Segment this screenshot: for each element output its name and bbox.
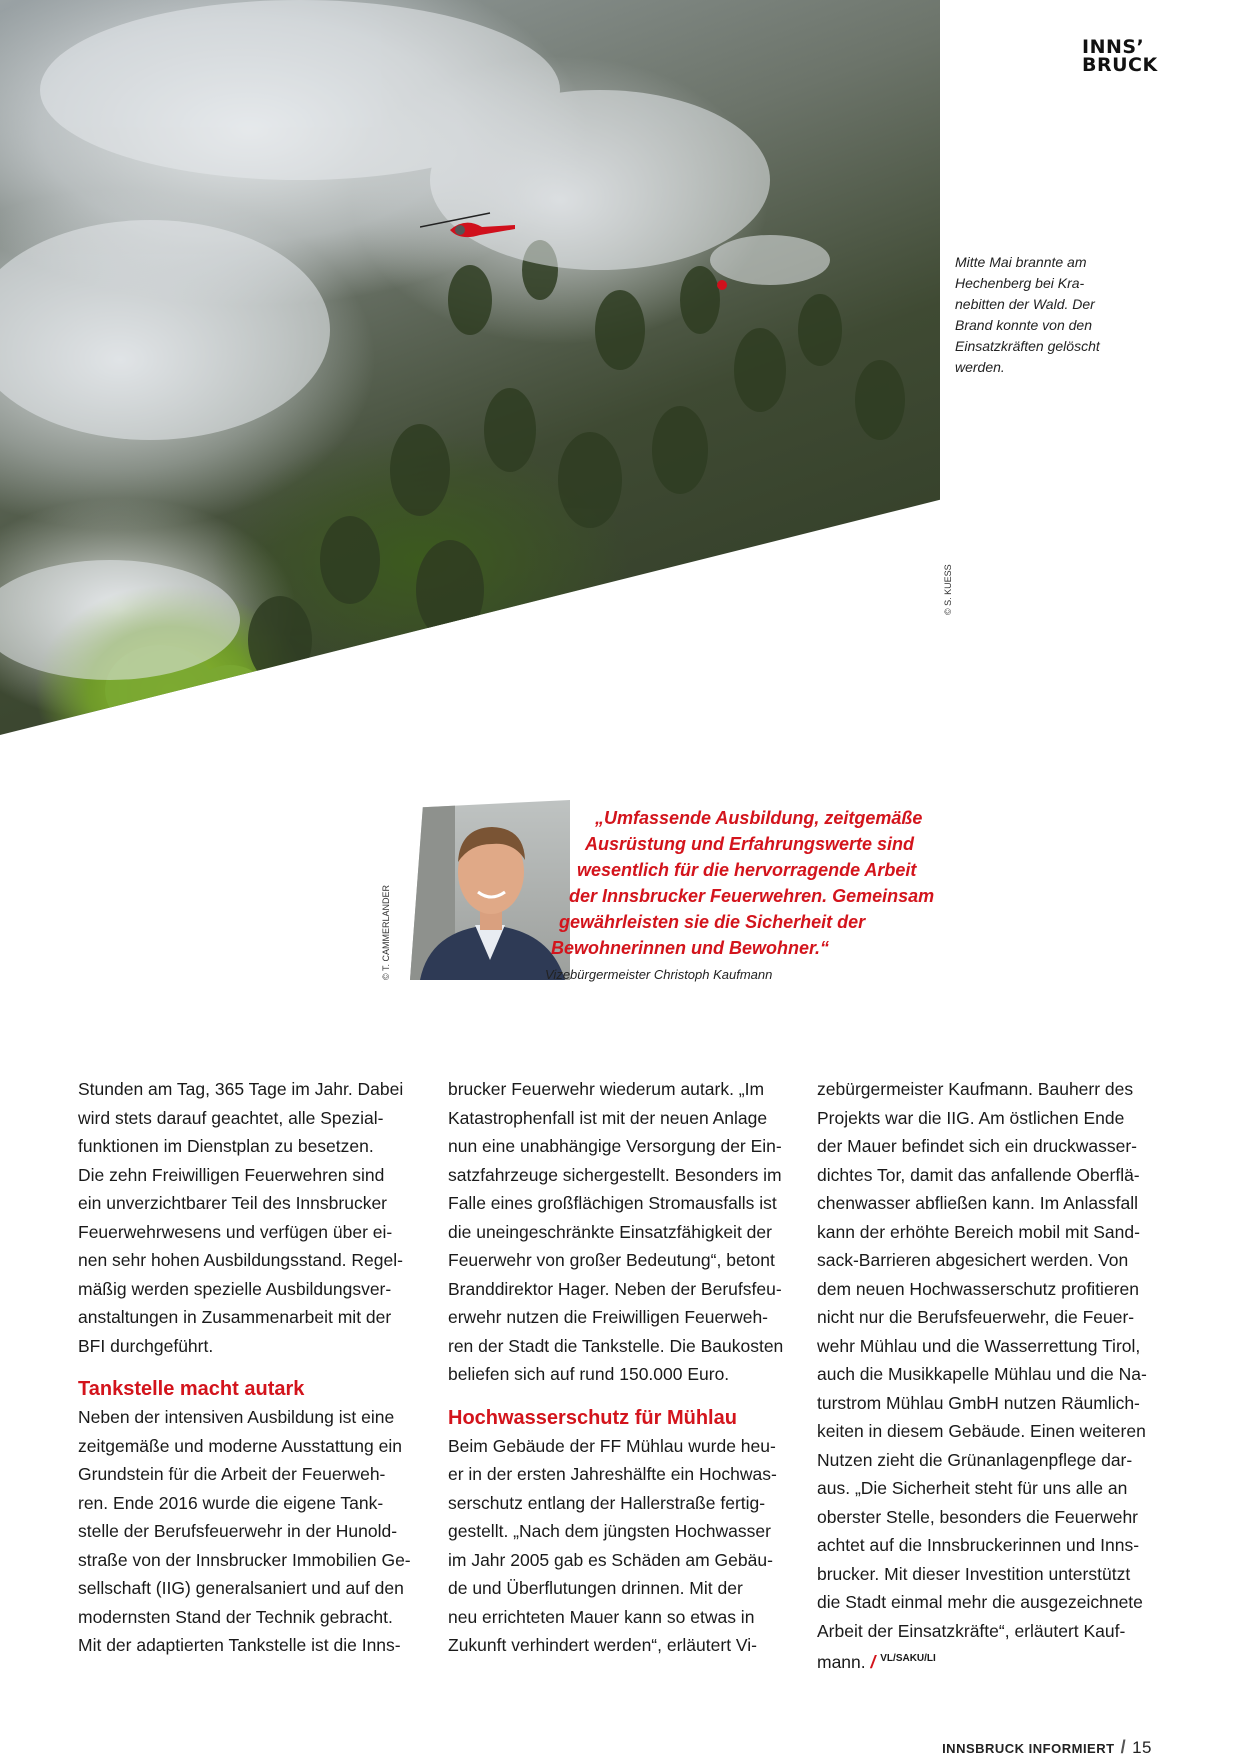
text-line: brucker Feuerwehr wiederum autark. „Im xyxy=(448,1079,765,1099)
text-line: chenwasser abfließen kann. Im Anlassfall xyxy=(817,1193,1138,1213)
text-line: ein unverzichtbarer Teil des Innsbrucker xyxy=(78,1193,388,1213)
text-line: Zukunft verhindert werden“, erläutert Vi- xyxy=(448,1635,757,1655)
section-heading-hochwasserschutz: Hochwasserschutz für Mühlau xyxy=(448,1406,737,1429)
text-line: nun eine unabhängige Versorgung der Ein- xyxy=(448,1136,782,1156)
text-line: Branddirektor Hager. Neben der Berufsfeu- xyxy=(448,1278,782,1299)
text-column-1 xyxy=(78,1075,418,1660)
text-line: achtet auf die Innsbruckerinnen und Inns- xyxy=(817,1535,1140,1555)
publication-name: INNSBRUCK INFORMIERT xyxy=(942,1741,1115,1756)
caption-line: Mitte Mai brannte am xyxy=(955,254,1087,270)
text-line: Grundstein für die Arbeit der Feuerweh- xyxy=(78,1464,386,1484)
text-line: Feuerwehr von großer Bedeutung“, betont xyxy=(448,1250,775,1270)
text-line: die uneingeschränkte Einsatzfähigkeit der xyxy=(448,1221,772,1242)
logo-line-2: BRUCK xyxy=(1082,54,1158,76)
quote-line: Bewohnerinnen und Bewohner.“ xyxy=(551,938,830,958)
quote-line: wesentlich für die hervorragende Arbeit xyxy=(577,860,917,880)
text-line: wird stets darauf geachtet, alle Spezial- xyxy=(78,1107,384,1128)
text-line: funktionen im Dienstplan zu besetzen. xyxy=(78,1136,374,1156)
text-line: Falle eines großflächigen Stromausfalls ist xyxy=(448,1193,777,1213)
text-line: keiten in diesem Gebäude. Einen weiteren xyxy=(817,1421,1146,1441)
text-line: neu errichteten Mauer kann so etwas in xyxy=(448,1606,755,1627)
text-line: nicht nur die Berufsfeuerwehr, die Feuer- xyxy=(817,1307,1135,1327)
text-line: serschutz entlang der Hallerstraße fertig- xyxy=(448,1492,766,1513)
caption-line: Brand konnte von den xyxy=(955,317,1092,333)
text-line: Neben der intensiven Ausbildung ist eine xyxy=(78,1407,395,1427)
text-line: anstaltungen in Zusammenarbeit mit der xyxy=(78,1307,392,1327)
photo-illustration xyxy=(0,0,940,735)
portrait-credit: © T. CAMMERLANDER xyxy=(381,885,391,980)
text-line: sack-Barrieren abgesichert werden. Von xyxy=(817,1250,1129,1270)
text-line: kann der erhöhte Bereich mobil mit Sand- xyxy=(817,1221,1140,1242)
text-line: nen sehr hohen Ausbildungsstand. Regel- xyxy=(78,1250,403,1270)
text-line: wehr Mühlau und die Wasserrettung Tirol, xyxy=(817,1335,1141,1356)
text-line: dichtes Tor, damit das anfallende Oberflä- xyxy=(817,1164,1140,1185)
text-line: dem neuen Hochwasserschutz profitieren xyxy=(817,1278,1139,1299)
quote-line: Ausrüstung und Erfahrungswerte sind xyxy=(585,834,915,854)
text-line: turstrom Mühlau GmbH nutzen Räumlich- xyxy=(817,1392,1140,1413)
text-line: gestellt. „Nach dem jüngsten Hochwasser xyxy=(448,1521,771,1541)
text-line: Die zehn Freiwilligen Feuerwehren sind xyxy=(78,1164,385,1185)
photo-caption xyxy=(955,252,1130,378)
text-line: Mit der adaptierten Tankstelle ist die Inns- xyxy=(78,1635,401,1655)
text-line: erwehr nutzen die Freiwilligen Feuerweh- xyxy=(448,1307,769,1327)
page-footer xyxy=(942,1737,1152,1758)
text-line: modernsten Stand der Technik gebracht. xyxy=(78,1606,393,1627)
text-line: Feuerwehrwesens und verfügen über ei- xyxy=(78,1221,393,1242)
text-line: Projekts war die IIG. Am östlichen Ende xyxy=(817,1107,1125,1128)
slash-mark-icon: / xyxy=(870,1651,876,1672)
text-line: auch die Musikkapelle Mühlau und die Na- xyxy=(817,1364,1147,1384)
text-line: ren. Ende 2016 wurde die eigene Tank- xyxy=(78,1492,384,1513)
text-column-2 xyxy=(448,1075,788,1660)
author-signature: VL/SAKU/LI xyxy=(880,1653,936,1664)
text-line: BFI durchgeführt. xyxy=(78,1335,214,1356)
text-line: ren der Stadt die Tankstelle. Die Baukosten xyxy=(448,1335,784,1356)
text-line: satzfahrzeuge sichergestellt. Besonders im xyxy=(448,1164,782,1185)
pull-quote xyxy=(540,805,940,961)
page-number: 15 xyxy=(1132,1738,1152,1757)
text-line: aus. „Die Sicherheit steht für uns alle an xyxy=(817,1478,1128,1498)
text-line: Stunden am Tag, 365 Tage im Jahr. Dabei xyxy=(78,1079,404,1099)
caption-line: werden. xyxy=(955,359,1005,375)
innsbruck-logo xyxy=(1082,38,1162,74)
text-line: beliefen sich auf rund 150.000 Euro. xyxy=(448,1364,730,1384)
text-line: Nutzen zieht die Grünanlagenpflege dar- xyxy=(817,1449,1133,1470)
water-bucket-icon xyxy=(714,277,730,293)
text-line: im Jahr 2005 gab es Schäden am Gebäu- xyxy=(448,1549,773,1570)
logo-line-1: INNS’ xyxy=(1082,36,1145,58)
text-line: brucker. Mit dieser Investition unterstützt xyxy=(817,1563,1131,1584)
text-line: straße von der Innsbrucker Immobilien Ge- xyxy=(78,1549,411,1570)
closing-line xyxy=(817,1645,1157,1676)
text-line: zebürgermeister Kaufmann. Bauherr des xyxy=(817,1079,1134,1099)
text-line: Arbeit der Einsatzkräfte“, erläutert Kauf- xyxy=(817,1620,1126,1641)
photo-credit: © S. KUESS xyxy=(943,564,953,615)
text-line: sellschaft (IIG) generalsaniert und auf den xyxy=(78,1578,404,1598)
text-line: Beim Gebäude der FF Mühlau wurde heu- xyxy=(448,1435,776,1456)
text-line: zeitgemäße und moderne Ausstattung ein xyxy=(78,1435,402,1456)
text-line: stelle der Berufsfeuerwehr in der Hunold- xyxy=(78,1521,398,1541)
quote-line: der Innsbrucker Feuerwehren. Gemeinsam xyxy=(569,886,935,906)
caption-line: Hechenberg bei Kra- xyxy=(955,275,1085,291)
quote-line: gewährleisten sie die Sicherheit der xyxy=(559,912,866,932)
forest-fire-photo xyxy=(0,0,940,735)
text-line-last: mann. xyxy=(817,1651,866,1672)
quote-line: „Umfassende Ausbildung, zeitgemäße xyxy=(595,808,923,828)
text-line: mäßig werden spezielle Ausbildungsver- xyxy=(78,1278,392,1299)
text-column-3 xyxy=(817,1075,1157,1676)
quote-author: Vizebürgermeister Christoph Kaufmann xyxy=(545,967,773,982)
text-line: der Mauer befindet sich ein druckwasser- xyxy=(817,1136,1138,1156)
caption-line: nebitten der Wald. Der xyxy=(955,296,1095,312)
text-line: oberster Stelle, besonders die Feuerwehr xyxy=(817,1506,1139,1527)
text-line: Katastrophenfall ist mit der neuen Anlage xyxy=(448,1107,768,1128)
helicopter-icon xyxy=(420,205,520,250)
text-line: er in der ersten Jahreshälfte ein Hochwas- xyxy=(448,1464,777,1484)
caption-line: Einsatzkräften gelöscht xyxy=(955,338,1100,354)
section-heading-tankstelle: Tankstelle macht autark xyxy=(78,1378,305,1400)
footer-slash-icon: / xyxy=(1120,1737,1127,1757)
text-line: die Stadt einmal mehr die ausgezeichnete xyxy=(817,1592,1143,1612)
text-line: de und Überflutungen drinnen. Mit der xyxy=(448,1578,743,1598)
